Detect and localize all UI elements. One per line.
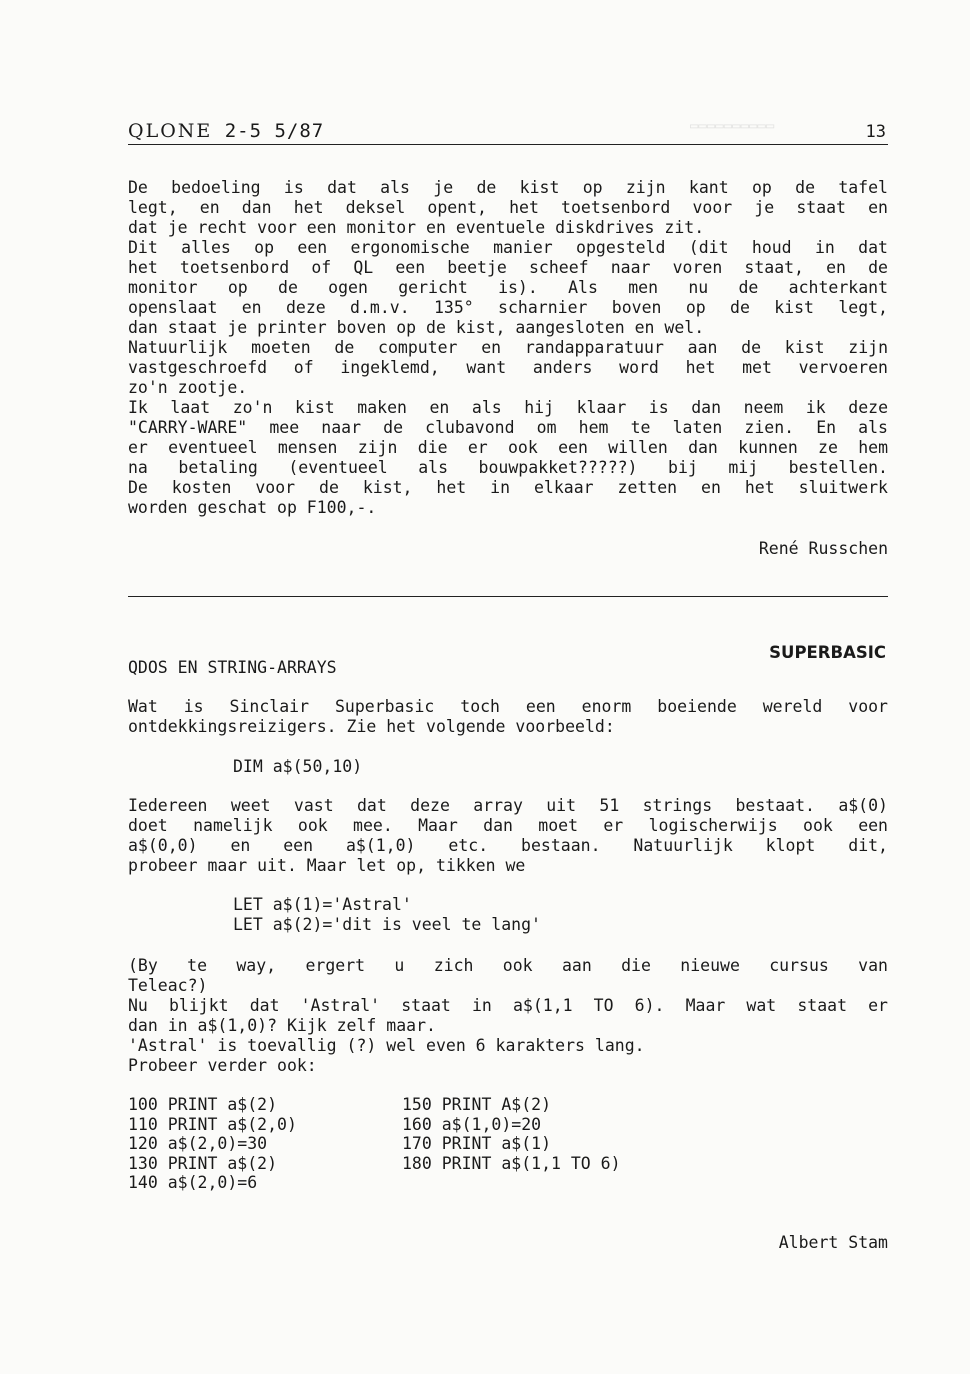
text-line: "CARRY-WARE" mee naar de clubavond om hem te laten zien. En als bbox=[128, 418, 888, 437]
text-line: a$(0,0) en een a$(1,0) etc. bestaan. Natuurlijk klopt dit, bbox=[128, 836, 888, 855]
text-line: (By te way, ergert u zich ook aan die nieuwe cursus van bbox=[128, 956, 888, 975]
article-body-2 bbox=[128, 956, 888, 1076]
page-header bbox=[128, 118, 888, 145]
text-line: ontdekkingsreizigers. Zie het volgende voorbeeld: bbox=[128, 717, 615, 736]
code-line: 130 PRINT a$(2) bbox=[128, 1153, 278, 1173]
text-line: dan staat je printer boven op de kist, aangesloten en wel. bbox=[128, 318, 705, 337]
section-divider bbox=[128, 596, 888, 597]
text-line: Iedereen weet vast dat deze array uit 51 strings bestaat. a$(0) bbox=[128, 796, 888, 815]
text-line: Ik laat zo'n kist maken en als hij klaar is dan neem ik deze bbox=[128, 398, 888, 417]
text-line: De kosten voor de kist, het in elkaar zetten en het sluitwerk bbox=[128, 478, 888, 497]
text-line: Wat is Sinclair Superbasic toch een enorm boeiende wereld voor bbox=[128, 697, 888, 716]
article-title: QDOS EN STRING-ARRAYS bbox=[128, 658, 337, 677]
code-line: 120 a$(2,0)=30 bbox=[128, 1134, 268, 1153]
text-line: monitor op de ogen gericht is). Als men nu de achterkant bbox=[128, 278, 888, 297]
text-line: Natuurlijk moeten de computer en randapparatuur aan de kist zijn bbox=[128, 338, 888, 357]
article-carry-ware-text bbox=[128, 178, 888, 518]
text-line: zo'n zootje. bbox=[128, 378, 248, 397]
code-line: 180 PRINT a$(1,1 TO 6) bbox=[402, 1153, 621, 1173]
let-code-block bbox=[233, 895, 541, 934]
magazine-logo: QLONE bbox=[128, 120, 213, 142]
text-line: het toetsenbord of QL een beetje scheef naar voren staat, en de bbox=[128, 258, 888, 277]
text-line: worden geschat op F100,-. bbox=[128, 498, 377, 517]
code-line: 170 PRINT a$(1) bbox=[402, 1134, 552, 1153]
code-line: 100 PRINT a$(2) bbox=[128, 1095, 278, 1114]
code-line: LET a$(1)='Astral' bbox=[233, 895, 412, 914]
section-label: SUPERBASIC bbox=[769, 643, 886, 662]
masthead bbox=[128, 120, 324, 142]
author-signature: René Russchen bbox=[758, 539, 888, 558]
article-body-1 bbox=[128, 796, 888, 876]
bleed-through-texture: ▭▭▭▭▭▭▭▭▭▭ bbox=[690, 118, 775, 134]
text-line: 'Astral' is toevallig (?) wel even 6 karakters lang. bbox=[128, 1036, 645, 1055]
issue-info: 2-5 5/87 bbox=[224, 120, 325, 142]
code-listing-right bbox=[402, 1095, 621, 1173]
page-number: 13 bbox=[865, 122, 886, 142]
article-intro bbox=[128, 697, 888, 737]
text-line: vastgeschroefd of ingeklemd, want anders word het met vervoeren bbox=[128, 358, 888, 377]
code-line: 140 a$(2,0)=6 bbox=[128, 1173, 258, 1192]
text-line: Nu blijkt dat 'Astral' staat in a$(1,1 TO 6). Maar wat staat er bbox=[128, 996, 888, 1015]
text-line: Probeer verder ook: bbox=[128, 1056, 317, 1075]
text-line: er eventueel mensen zijn die er ook een willen dan kunnen ze hem bbox=[128, 438, 888, 457]
code-line: 110 PRINT a$(2,0) bbox=[128, 1114, 297, 1134]
text-line: Teleac?) bbox=[128, 976, 208, 995]
dim-statement: DIM a$(50,10) bbox=[233, 757, 363, 776]
code-line: LET a$(2)='dit is veel te lang' bbox=[233, 914, 541, 934]
code-listing-left bbox=[128, 1095, 297, 1193]
text-line: doet namelijk ook mee. Maar dan moet er logischerwijs ook een bbox=[128, 816, 888, 835]
text-line: De bedoeling is dat als je de kist op zijn kant op de tafel bbox=[128, 178, 888, 197]
text-line: legt, en dan het deksel opent, het toetsenbord voor je staat en bbox=[128, 198, 888, 217]
text-line: na betaling (eventueel als bouwpakket?????) bij mij bestellen. bbox=[128, 458, 888, 477]
author-signature: Albert Stam bbox=[778, 1233, 888, 1252]
text-line: Dit alles op een ergonomische manier opgesteld (dit houd in dat bbox=[128, 238, 888, 257]
text-line: dan in a$(1,0)? Kijk zelf maar. bbox=[128, 1016, 436, 1035]
text-line: openslaat en deze d.m.v. 135° scharnier boven op de kist legt, bbox=[128, 298, 888, 317]
text-line: dat je recht voor een monitor en eventuele diskdrives zit. bbox=[128, 218, 705, 237]
text-line: probeer maar uit. Maar let op, tikken we bbox=[128, 856, 526, 875]
code-line: 150 PRINT A$(2) bbox=[402, 1095, 552, 1114]
code-line: 160 a$(1,0)=20 bbox=[402, 1114, 542, 1134]
